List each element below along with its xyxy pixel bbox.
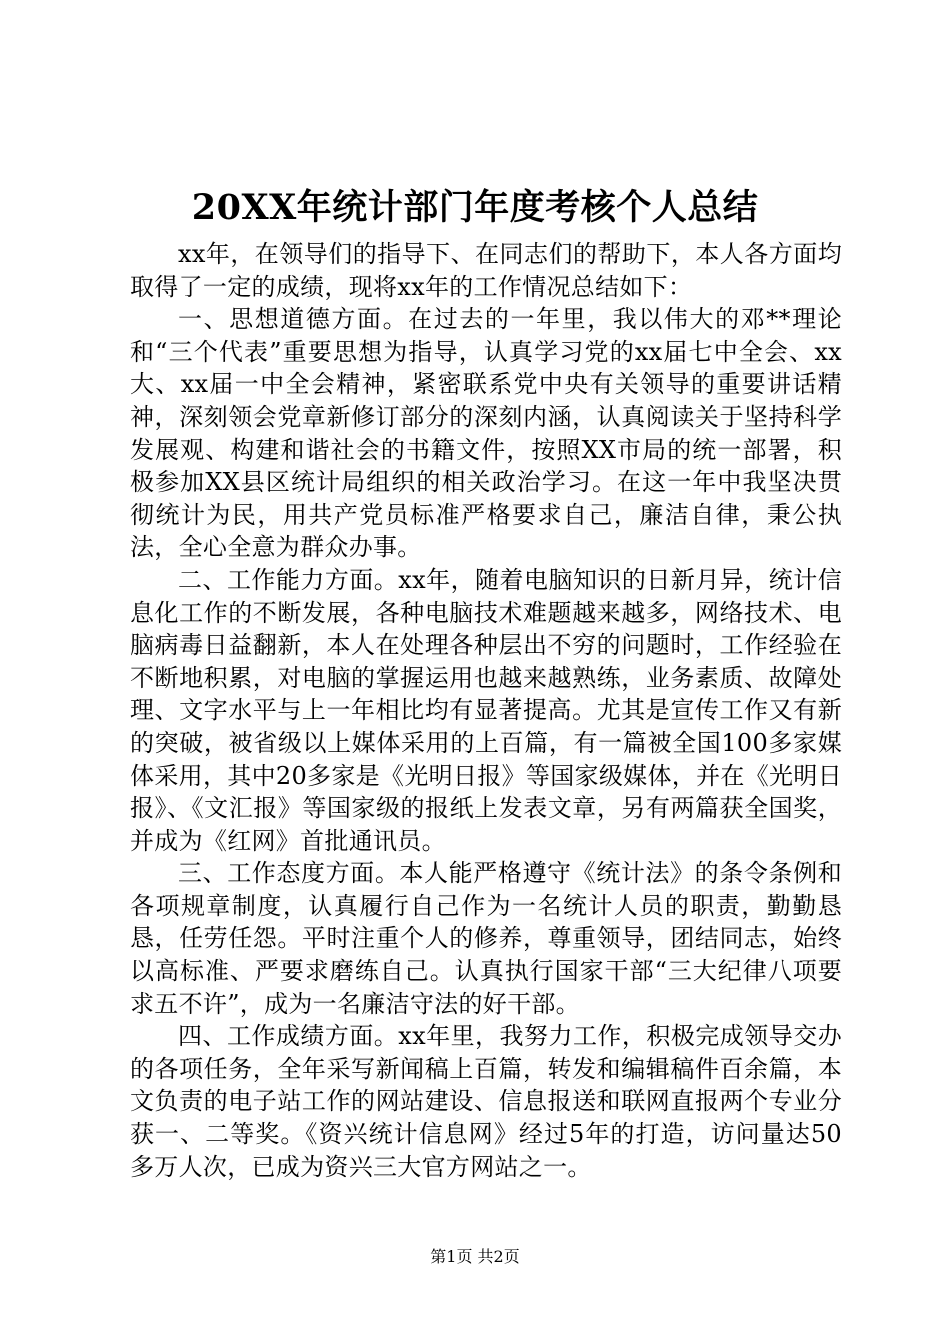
document-body [130,238,842,1183]
paragraph-attitude: 三、工作态度方面。本人能严格遵守《统计法》的条令条例和各项规章制度，认真履行自己作为一名统计人员的职责，勤勤恳恳，任劳任怨。平时注重个人的修养，尊重领导，团结同志，始终以高标准、严要求磨练自己。认真执行国家干部“三大纪律八项要求五不许”，成为一名廉洁守法的好干部。 [130,859,842,1018]
paragraph-ability: 二、工作能力方面。xx年，随着电脑知识的日新月异，统计信息化工作的不断发展，各种电脑技术难题越来越多，网络技术、电脑病毒日益翻新，本人在处理各种层出不穷的问题时，工作经验在不断地积累，对电脑的掌握运用也越来越熟练，业务素质、故障处理、文字水平与上一年相比均有显著提高。尤其是宣传工作又有新的突破，被省级以上媒体采用的上百篇，有一篇被全国100多家媒体采用，其中20多家是《光明日报》等国家级媒体，并在《光明日报》、《文汇报》等国家级的报纸上发表文章，另有两篇获全国奖，并成为《红网》首批通讯员。 [130,565,842,855]
document-title: 20XX年统计部门年度考核个人总结 [191,187,759,228]
paragraph-achievement: 四、工作成绩方面。xx年里，我努力工作，积极完成领导交办的各项任务，全年采写新闻稿上百篇，转发和编辑稿件百余篇，本文负责的电子站工作的网站建设、信息报送和联网直报两个专业分获一、二等奖。《资兴统计信息网》经过5年的打造，访问量达50多万人次，已成为资兴三大官方网站之一。 [130,1022,842,1181]
paragraph-ideology: 一、思想道德方面。在过去的一年里，我以伟大的邓**理论和“三个代表”重要思想为指导，认真学习党的xx届七中全会、xx大、xx届一中全会精神，紧密联系党中央有关领导的重要讲话精神，深刻领会党章新修订部分的深刻内涵，认真阅读关于坚持科学发展观、构建和谐社会的书籍文件，按照XX市局的统一部署，积极参加XX县区统计局组织的相关政治学习。在这一年中我坚决贯彻统计为民，用共产党员标准严格要求自己，廉洁自律，秉公执法，全心全意为群众办事。 [130,305,842,562]
page-number-footer: 第1页 共2页 [430,1247,520,1266]
paragraph-intro: xx年，在领导们的指导下、在同志们的帮助下，本人各方面均取得了一定的成绩，现将xx年的工作情况总结如下： [130,240,842,301]
